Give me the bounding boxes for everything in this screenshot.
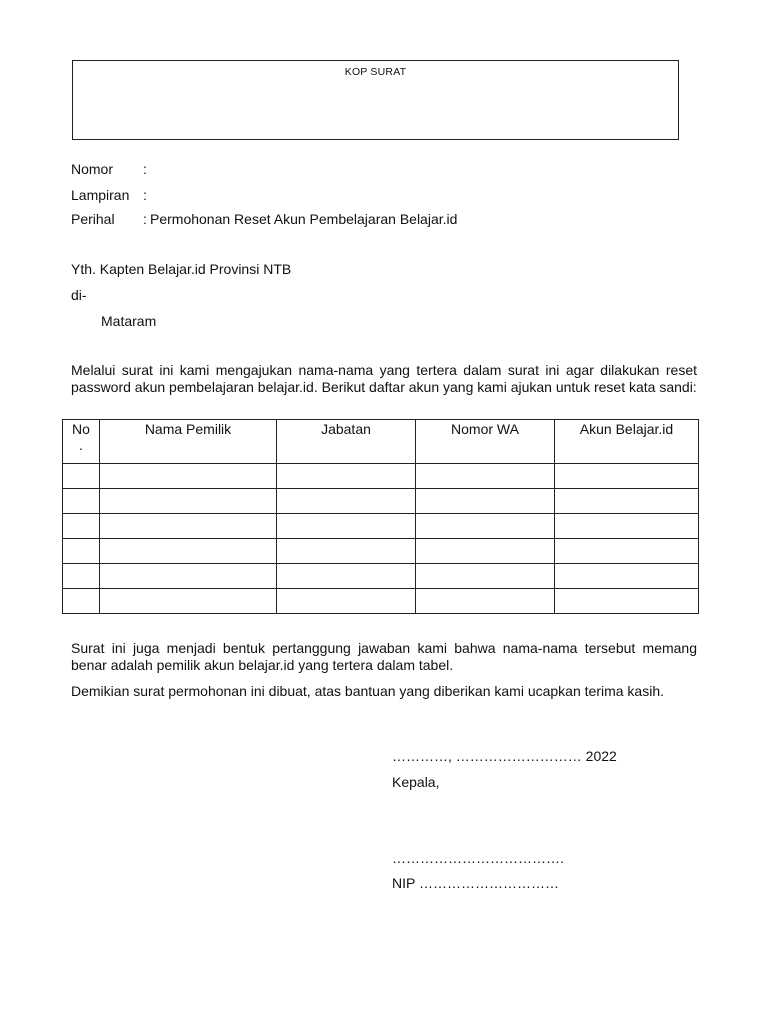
cell-nama: [100, 589, 277, 614]
cell-no: [63, 564, 100, 589]
table-row: [63, 589, 699, 614]
signature-position: Kepala,: [392, 774, 440, 790]
cell-nama: [100, 514, 277, 539]
table-row: [63, 464, 699, 489]
header-no: [63, 420, 100, 464]
cell-nama: [100, 564, 277, 589]
header-jabatan: Jabatan: [277, 420, 416, 464]
recipient-line: Yth. Kapten Belajar.id Provinsi NTB: [71, 261, 292, 277]
letterhead-box: [72, 60, 679, 140]
cell-akun: [555, 514, 699, 539]
cell-jabatan: [277, 514, 416, 539]
cell-nomor-wa: [416, 514, 555, 539]
cell-no: [63, 589, 100, 614]
meta-value-perihal: Permohonan Reset Akun Pembelajaran Belajar.id: [150, 211, 458, 227]
cell-no: [63, 539, 100, 564]
meta-colon-lampiran: :: [143, 187, 147, 203]
cell-no: [63, 464, 100, 489]
recipient-di: di-: [71, 287, 87, 303]
intro-paragraph: Melalui surat ini kami mengajukan nama-nama yang tertera dalam surat ini agar dilakukan reset password akun pembelajaran belajar.id. Berikut daftar akun yang kami ajukan untuk reset kata sandi:: [71, 362, 697, 395]
cell-no: [63, 514, 100, 539]
cell-jabatan: [277, 489, 416, 514]
meta-label-lampiran: Lampiran: [71, 187, 130, 203]
cell-nama: [100, 464, 277, 489]
table-row: [63, 539, 699, 564]
cell-akun: [555, 589, 699, 614]
meta-colon-perihal: :: [143, 211, 147, 227]
cell-nomor-wa: [416, 464, 555, 489]
header-no-label: No: [72, 421, 90, 437]
cell-no: [63, 489, 100, 514]
cell-jabatan: [277, 539, 416, 564]
meta-label-perihal: Perihal: [71, 211, 115, 227]
cell-nomor-wa: [416, 539, 555, 564]
header-nama-pemilik: Nama Pemilik: [100, 420, 277, 464]
cell-nomor-wa: [416, 589, 555, 614]
header-no-suffix: .: [79, 437, 83, 453]
meta-label-nomor: Nomor: [71, 161, 114, 177]
cell-jabatan: [277, 589, 416, 614]
header-akun-belajar: Akun Belajar.id: [555, 420, 699, 464]
cell-akun: [555, 539, 699, 564]
cell-jabatan: [277, 464, 416, 489]
signature-name-line: ……………………………….: [392, 850, 564, 866]
table-row: [63, 514, 699, 539]
closing-paragraph: Demikian surat permohonan ini dibuat, atas bantuan yang diberikan kami ucapkan terima kasih.: [71, 683, 665, 699]
signature-date-line: …………, ……………………… 2022: [392, 748, 617, 764]
cell-nomor-wa: [416, 489, 555, 514]
table-row: [63, 564, 699, 589]
meta-colon-nomor: :: [143, 161, 147, 177]
cell-akun: [555, 564, 699, 589]
cell-nama: [100, 539, 277, 564]
cell-akun: [555, 489, 699, 514]
table-row: [63, 489, 699, 514]
cell-nama: [100, 489, 277, 514]
cell-nomor-wa: [416, 564, 555, 589]
account-table: [62, 419, 699, 614]
recipient-city: Mataram: [101, 313, 157, 329]
cell-akun: [555, 464, 699, 489]
table-header-row: [63, 420, 699, 464]
responsibility-paragraph: Surat ini juga menjadi bentuk pertanggung jawaban kami bahwa nama-nama tersebut memang benar adalah pemilik akun belajar.id yang tertera dalam tabel.: [71, 640, 697, 673]
header-nomor-wa: Nomor WA: [416, 420, 555, 464]
cell-jabatan: [277, 564, 416, 589]
letterhead-title: KOP SURAT: [344, 66, 407, 78]
signature-nip-line: NIP …………………………: [392, 875, 559, 891]
